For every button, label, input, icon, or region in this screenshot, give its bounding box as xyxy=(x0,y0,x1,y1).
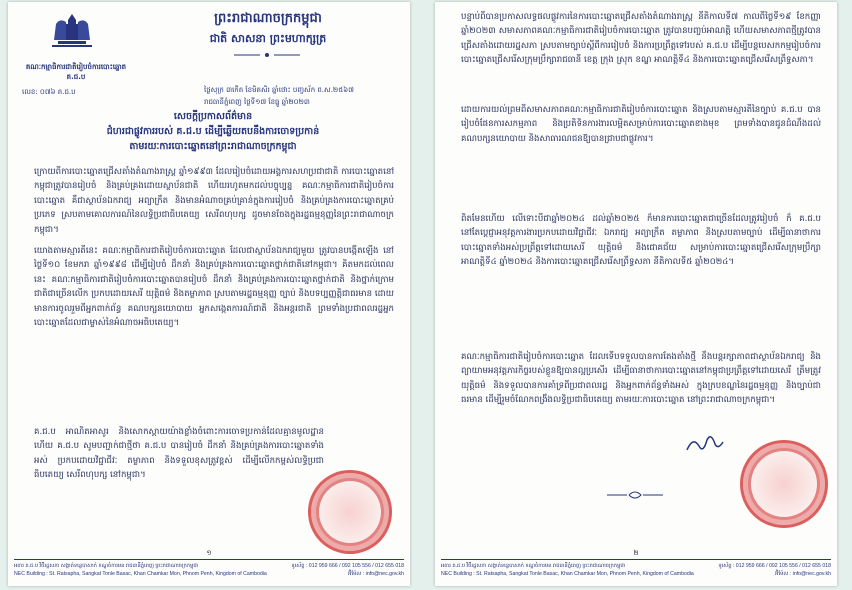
document-number: លេខ: ០៧៦ គ.ជ.ប xyxy=(22,88,76,96)
address-khmer: អគារ គ.ជ.ប វិថីរដ្ឋសភា សង្កាត់ទន្លេបាសាក់ ខណ្ឌចំការមន រាជធានីភ្នំពេញ ព្រះរាជាណាចក្រកម្ពុជា xyxy=(14,563,199,569)
lunar-date: ថ្ងៃសុក្រ ៣កើត ខែមិគសិរ ឆ្នាំថោះ បញ្ចស័ក ព.ស.២៥៦៧ xyxy=(204,86,354,94)
address-khmer: អគារ គ.ជ.ប វិថីរដ្ឋសភា សង្កាត់ទន្លេបាសាក់ ខណ្ឌចំការមន រាជធានីភ្នំពេញ ព្រះរាជាណាចក្រកម្ពុជា xyxy=(441,563,626,569)
kingdom-title: ព្រះរាជាណាចក្រកម្ពុជា xyxy=(214,11,322,26)
motto-ornament-icon xyxy=(232,52,302,58)
paragraph: ក្រោយពីការបោះឆ្នោតជ្រើសតាំងតំណាងរាស្ត្រ ឆ្នាំ១៩៩៣ ដែលរៀបចំដោយអង្គការសហប្រជាជាតិ ការបោះឆ្នោតនៅកម្ពុជាត្រូវបានរៀបចំ និងគ្រប់គ្រងដោយស្ថាប័នជាតិ ហើយរហូតមកដល់បច្ចុប្បន្ន គណៈកម្មាធិការជាតិរៀបចំការបោះឆ្នោត គឺជាស្ថាប័នឯករាជ្យ អព្យាក្រឹត និងមានអំណាចគ្រប់គ្រាន់ក្នុងការរៀបចំ និងគ្រប់គ្រងការបោះឆ្នោតគ្រប់ប្រភេទ ស្របតាមគោលការណ៍នៃលទ្ធិប្រជាធិបតេយ្យ សេរីពហុបក្ស ដូចមានចែងក្នុងរដ្ឋធម្មនុញ្ញនៃព្រះរាជាណាចក្រកម្ពុជា។ xyxy=(34,167,394,235)
signature xyxy=(685,432,725,456)
paragraph: ពិតមែនហើយ លើទោះបីជាឆ្នាំ២០២៤ ដល់ឆ្នាំ២០២៥ ក៏មានការបោះឆ្នោតជាច្រើនដែលត្រូវរៀបចំ ក៏ គ.ជ.ប នៅតែប្តេជ្ញាអនុវត្តការងារប្រកបដោយវិជ្ជាជីវៈ ឯករាជ្យ អព្យាក្រឹត តម្លាភាព និងស្របតាមច្បាប់ ដើម្បីធានាថាការបោះឆ្នោតទាំងអស់ប្រព្រឹត្តទៅដោយសេរី យុត្តិធម៌ និងជោគជ័យ សម្រាប់ការបោះឆ្នោតជ្រើសរើសក្រុមប្រឹក្សា អាណត្តិទី៤ ឆ្នាំ២០២៤ និងការបោះឆ្នោតជ្រើសរើសព្រឹទ្ធសភា នីតិកាលទី៥ ឆ្នាំ២០២៤។ xyxy=(461,214,821,268)
organization-name: គណៈកម្មាធិការជាតិរៀបចំការបោះឆ្នោត xyxy=(25,63,127,71)
official-seal-stamp xyxy=(740,440,828,528)
footer-divider xyxy=(14,559,404,560)
phone-numbers: ទូរស័ព្ទ : 012 959 666 / 092 105 556 / 012 655 018 xyxy=(718,563,831,569)
royal-emblem-icon xyxy=(48,10,96,50)
email-address: អ៊ីម៉ែល : info@nec.gov.kh xyxy=(775,571,831,577)
footer-contact xyxy=(264,562,404,578)
phone-numbers: ទូរស័ព្ទ : 012 959 666 / 092 105 556 / 012 655 018 xyxy=(291,563,404,569)
email-address: អ៊ីម៉ែល : info@nec.gov.kh xyxy=(348,571,404,577)
page-number: ១ xyxy=(206,549,212,557)
heading-line-3: តាមរយៈការបោះឆ្នោតនៅព្រះរាជាណាចក្រកម្ពុជា xyxy=(129,141,297,152)
solar-date: រាជធានីភ្នំពេញ ថ្ងៃទី១៧ ខែធ្នូ ឆ្នាំ២០២៣ xyxy=(204,98,310,106)
footer-contact xyxy=(691,562,831,578)
address-english: NEC Building : St. Ratsapha, Sangkat Tonle Basac, Khan Chamkar Mon, Phnom Penh, Kingdom of Cambodia xyxy=(14,571,267,577)
organization-abbreviation: គ.ជ.ប xyxy=(66,73,86,81)
paragraph: បន្ទាប់ពីបានប្រកាសលទ្ធផលផ្លូវការនៃការបោះឆ្នោតជ្រើសតាំងតំណាងរាស្ត្រ នីតិកាលទី៧ កាលពីថ្ងៃទី១៩ ខែកញ្ញា ឆ្នាំ២០២៣ សមាសភាពគណៈកម្មាធិការជាតិរៀបចំការបោះឆ្នោត ត្រូវបានបញ្ចប់អាណត្តិ ហើយសមាសភាពថ្មីត្រូវបានជ្រើសតាំងដោយរដ្ឋសភា ស្របតាមច្បាប់ស្តីពីការរៀបចំ និងការប្រព្រឹត្តទៅរបស់ គ.ជ.ប ដើម្បីបន្តបេសកកម្មរៀបចំការបោះឆ្នោតជ្រើសរើសក្រុមប្រឹក្សារាជធានី ខេត្ត ក្រុង ស្រុក ខណ្ឌ អាណត្តិទី៤ និងការបោះឆ្នោតជ្រើសរើសព្រឹទ្ធសភា។ xyxy=(461,12,821,66)
issuing-organization xyxy=(16,62,136,82)
national-motto: ជាតិ សាសនា ព្រះមហាក្សត្រ xyxy=(209,32,327,45)
document-page-1 xyxy=(8,2,410,586)
heading-line-1: សេចក្តីប្រកាសព័ត៌មាន xyxy=(173,111,253,122)
heading-line-2: ជំហរជាផ្លូវការរបស់ គ.ជ.ប ដើម្បីឆ្លើយតបនឹងការចោទប្រកាន់ xyxy=(106,126,320,137)
issue-date xyxy=(204,84,404,108)
page-number: ២ xyxy=(633,549,639,557)
paragraph: គ.ជ.ប អាណិតអាសូរ និងសោកស្តាយយ៉ាងខ្លាំងចំពោះការចោទប្រកាន់ដែលគ្មានមូលដ្ឋាន ហើយ គ.ជ.ប សូមបញ្ជាក់ជាថ្មីថា គ.ជ.ប បានរៀបចំ ដឹកនាំ និងគ្រប់គ្រងការបោះឆ្នោតទាំងអស់ ប្រកបដោយវិជ្ជាជីវៈ តម្លាភាព និងទទួលខុសត្រូវខ្ពស់ ដើម្បីលើកកម្ពស់លទ្ធិប្រជាធិបតេយ្យ សេរីពហុបក្ស នៅកម្ពុជា។ xyxy=(34,427,324,481)
paragraph: ដោយការយល់ព្រមពីសមាសភាពគណៈកម្មាធិការជាតិរៀបចំការបោះឆ្នោត និងស្របតាមស្មារតីនៃច្បាប់ គ.ជ.ប បានរៀបចំផែនការសកម្មភាព និងប្រតិទិនការងារលម្អិតសម្រាប់ការបោះឆ្នោតខាងមុខ ព្រមទាំងបានជូនដំណឹងដល់គណបក្សនយោបាយ និងសាធារណជនឱ្យបានជ្រាបជាផ្លូវការ។ xyxy=(461,105,821,144)
official-seal-stamp xyxy=(308,470,392,554)
closing-flourish-icon xyxy=(605,490,665,500)
press-release-heading xyxy=(38,109,388,154)
paragraph: យោងតាមស្មារតីនេះ គណៈកម្មាធិការជាតិរៀបចំការបោះឆ្នោត ដែលជាស្ថាប័នឯករាជ្យមួយ ត្រូវបានបង្កើតឡើង នៅថ្ងៃទី១០ ខែមករា ឆ្នាំ១៩៩៨ ដើម្បីរៀបចំ ដឹកនាំ និងគ្រប់គ្រងការបោះឆ្នោតថ្នាក់ជាតិនៅកម្ពុជា។ គិតមកដល់ពេលនេះ គណៈកម្មាធិការជាតិរៀបចំការបោះឆ្នោតបានរៀបចំ ដឹកនាំ និងគ្រប់គ្រងការបោះឆ្នោតថ្នាក់ជាតិ និងថ្នាក់ក្រោមជាតិជាច្រើនលើក ប្រកបដោយសេរី យុត្តិធម៌ និងតម្លាភាព ស្របតាមរដ្ឋធម្មនុញ្ញ ច្បាប់ និងបទប្បញ្ញត្តិជាធរមាន ដោយមានការចូលរួមពីអ្នកពាក់ព័ន្ធ គណបក្សនយោបាយ អ្នកសង្កេតការណ៍ជាតិ និងអន្តរជាតិ ព្រមទាំងប្រជាពលរដ្ឋអ្នកបោះឆ្នោតដែលជាម្ចាស់នៃអំណាចអធិបតេយ្យ។ xyxy=(34,246,394,329)
footer-divider xyxy=(441,559,831,560)
paragraph: គណៈកម្មាធិការជាតិរៀបចំការបោះឆ្នោត ដែលទើបទទួលបានការតែងតាំងថ្មី នឹងបន្តរក្សាភាពជាស្ថាប័នឯករាជ្យ និងព្យាយាមអនុវត្តភារកិច្ចរបស់ខ្លួនឱ្យបានល្អប្រសើរ ដើម្បីធានាថាការបោះឆ្នោតនៅកម្ពុជាប្រព្រឹត្តទៅដោយសេរី ត្រឹមត្រូវ យុត្តិធម៌ និងទទួលបានការគាំទ្រពីប្រជាពលរដ្ឋ និងអ្នកពាក់ព័ន្ធទាំងអស់ ក្នុងក្របខណ្ឌនៃរដ្ឋធម្មនុញ្ញ និងច្បាប់ជាធរមាន ដើម្បីរួមចំណែកពង្រឹងលទ្ធិប្រជាធិបតេយ្យ តាមរយៈការបោះឆ្នោត នៅព្រះរាជាណាចក្រកម្ពុជា។ xyxy=(461,352,821,406)
address-english: NEC Building : St. Ratsapha, Sangkat Tonle Basac, Khan Chamkar Mon, Phnom Penh, Kingdom of Cambodia xyxy=(441,571,694,577)
footer-address xyxy=(441,562,701,578)
document-page-2 xyxy=(435,2,837,586)
footer-address xyxy=(14,562,274,578)
